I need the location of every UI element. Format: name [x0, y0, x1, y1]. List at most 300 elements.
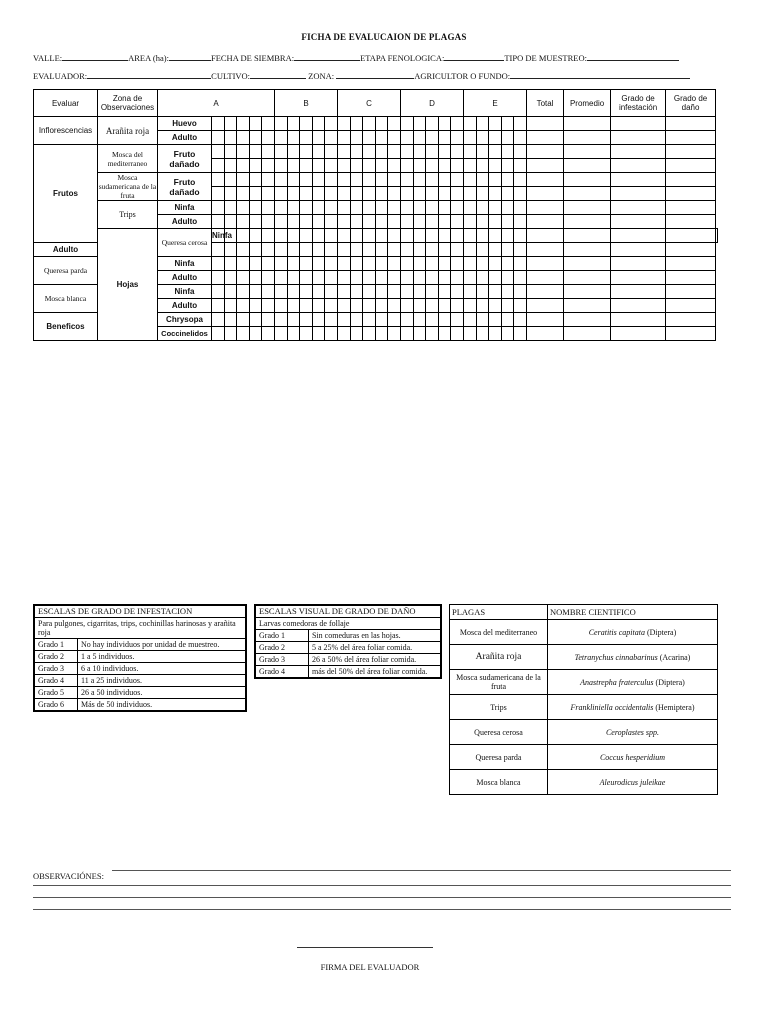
tally-cell[interactable] [476, 173, 489, 187]
tally-cell[interactable] [300, 215, 313, 229]
tally-cell[interactable] [262, 117, 275, 131]
result-cell[interactable] [611, 313, 666, 327]
tally-cell[interactable] [212, 299, 225, 313]
tally-cell[interactable] [262, 327, 275, 341]
tally-cell[interactable] [401, 173, 414, 187]
tally-cell[interactable] [363, 173, 376, 187]
tally-cell[interactable] [350, 271, 363, 285]
tally-cell[interactable] [325, 131, 338, 145]
result-cell[interactable] [564, 243, 611, 257]
tally-cell[interactable] [451, 257, 464, 271]
result-cell[interactable] [666, 131, 716, 145]
tally-cell[interactable] [212, 117, 225, 131]
tally-cell[interactable] [275, 327, 288, 341]
tally-cell[interactable] [312, 229, 325, 243]
tally-cell[interactable] [501, 327, 514, 341]
tally-cell[interactable] [375, 187, 388, 201]
tally-cell[interactable] [514, 131, 527, 145]
tally-cell[interactable] [401, 229, 414, 243]
tally-cell[interactable] [451, 271, 464, 285]
tally-cell[interactable] [388, 159, 401, 173]
tally-cell[interactable] [401, 257, 414, 271]
tally-cell[interactable] [501, 187, 514, 201]
tally-cell[interactable] [501, 313, 514, 327]
tally-cell[interactable] [262, 215, 275, 229]
tally-cell[interactable] [363, 215, 376, 229]
result-cell[interactable] [611, 229, 666, 243]
tally-cell[interactable] [363, 257, 376, 271]
tally-cell[interactable] [300, 159, 313, 173]
tally-cell[interactable] [312, 131, 325, 145]
tally-cell[interactable] [363, 313, 376, 327]
tally-cell[interactable] [338, 313, 351, 327]
result-cell[interactable] [666, 173, 716, 187]
tally-cell[interactable] [388, 131, 401, 145]
tally-cell[interactable] [287, 145, 300, 159]
result-cell[interactable] [564, 327, 611, 341]
tally-cell[interactable] [426, 159, 439, 173]
tally-cell[interactable] [476, 201, 489, 215]
tally-cell[interactable] [438, 131, 451, 145]
tally-cell[interactable] [476, 243, 489, 257]
tally-cell[interactable] [451, 243, 464, 257]
tally-cell[interactable] [476, 159, 489, 173]
tally-cell[interactable] [489, 229, 502, 243]
tally-cell[interactable] [287, 327, 300, 341]
tally-cell[interactable] [363, 159, 376, 173]
result-cell[interactable] [564, 215, 611, 229]
tally-cell[interactable] [464, 313, 477, 327]
tally-cell[interactable] [325, 229, 338, 243]
tally-cell[interactable] [212, 243, 225, 257]
tally-cell[interactable] [464, 257, 477, 271]
tally-cell[interactable] [212, 173, 225, 187]
tally-cell[interactable] [451, 131, 464, 145]
tally-cell[interactable] [212, 257, 225, 271]
tally-cell[interactable] [489, 327, 502, 341]
tally-cell[interactable] [501, 285, 514, 299]
tally-cell[interactable] [413, 313, 426, 327]
area-field[interactable] [169, 52, 211, 61]
tally-cell[interactable] [212, 145, 225, 159]
tally-cell[interactable] [300, 285, 313, 299]
result-cell[interactable] [611, 131, 666, 145]
tally-cell[interactable] [426, 299, 439, 313]
result-cell[interactable] [666, 187, 716, 201]
tally-cell[interactable] [413, 257, 426, 271]
result-cell[interactable] [611, 159, 666, 173]
tally-cell[interactable] [363, 229, 376, 243]
tally-cell[interactable] [451, 299, 464, 313]
tally-cell[interactable] [338, 299, 351, 313]
tally-cell[interactable] [262, 257, 275, 271]
tally-cell[interactable] [350, 257, 363, 271]
tally-cell[interactable] [350, 145, 363, 159]
tally-cell[interactable] [287, 271, 300, 285]
tally-cell[interactable] [224, 257, 237, 271]
tally-cell[interactable] [300, 271, 313, 285]
tally-cell[interactable] [350, 299, 363, 313]
tally-cell[interactable] [312, 299, 325, 313]
tally-cell[interactable] [300, 187, 313, 201]
tally-cell[interactable] [388, 285, 401, 299]
tally-cell[interactable] [489, 313, 502, 327]
signature-line[interactable] [297, 947, 433, 948]
result-cell[interactable] [527, 271, 564, 285]
tally-cell[interactable] [363, 187, 376, 201]
tally-cell[interactable] [212, 271, 225, 285]
result-cell[interactable] [527, 313, 564, 327]
result-cell[interactable] [666, 327, 716, 341]
tally-cell[interactable] [275, 257, 288, 271]
result-cell[interactable] [564, 257, 611, 271]
tally-cell[interactable] [426, 313, 439, 327]
tally-cell[interactable] [338, 285, 351, 299]
tally-cell[interactable] [287, 285, 300, 299]
tally-cell[interactable] [514, 229, 527, 243]
tally-cell[interactable] [224, 187, 237, 201]
result-cell[interactable] [527, 187, 564, 201]
tally-cell[interactable] [338, 215, 351, 229]
result-cell[interactable] [564, 187, 611, 201]
tally-cell[interactable] [451, 327, 464, 341]
tally-cell[interactable] [300, 201, 313, 215]
tally-cell[interactable] [514, 145, 527, 159]
result-cell[interactable] [564, 173, 611, 187]
tally-cell[interactable] [514, 117, 527, 131]
tally-cell[interactable] [275, 173, 288, 187]
tally-cell[interactable] [514, 285, 527, 299]
result-cell[interactable] [611, 145, 666, 159]
tally-cell[interactable] [501, 215, 514, 229]
result-cell[interactable] [564, 313, 611, 327]
tally-cell[interactable] [300, 173, 313, 187]
tally-cell[interactable] [300, 243, 313, 257]
tally-cell[interactable] [237, 271, 250, 285]
tally-cell[interactable] [501, 117, 514, 131]
tally-cell[interactable] [262, 187, 275, 201]
tally-cell[interactable] [451, 313, 464, 327]
tally-cell[interactable] [489, 271, 502, 285]
result-cell[interactable] [666, 201, 716, 215]
tally-cell[interactable] [501, 201, 514, 215]
tally-cell[interactable] [300, 145, 313, 159]
tally-cell[interactable] [212, 187, 225, 201]
tally-cell[interactable] [312, 117, 325, 131]
result-cell[interactable] [611, 271, 666, 285]
tally-cell[interactable] [426, 131, 439, 145]
tally-cell[interactable] [312, 285, 325, 299]
tally-cell[interactable] [401, 145, 414, 159]
tally-cell[interactable] [237, 201, 250, 215]
tally-cell[interactable] [312, 257, 325, 271]
tally-cell[interactable] [312, 313, 325, 327]
tally-cell[interactable] [325, 313, 338, 327]
tally-cell[interactable] [451, 145, 464, 159]
tally-cell[interactable] [489, 243, 502, 257]
tally-cell[interactable] [275, 271, 288, 285]
tally-cell[interactable] [262, 229, 275, 243]
tally-cell[interactable] [338, 159, 351, 173]
tally-cell[interactable] [312, 173, 325, 187]
tally-cell[interactable] [275, 243, 288, 257]
result-cell[interactable] [527, 299, 564, 313]
tally-cell[interactable] [375, 313, 388, 327]
tally-cell[interactable] [501, 131, 514, 145]
tally-cell[interactable] [300, 257, 313, 271]
result-cell[interactable] [666, 313, 716, 327]
result-cell[interactable] [611, 257, 666, 271]
tally-cell[interactable] [501, 173, 514, 187]
tally-cell[interactable] [350, 313, 363, 327]
tally-cell[interactable] [451, 173, 464, 187]
tally-cell[interactable] [464, 271, 477, 285]
tally-cell[interactable] [375, 299, 388, 313]
tally-cell[interactable] [338, 173, 351, 187]
tally-cell[interactable] [262, 159, 275, 173]
tally-cell[interactable] [476, 131, 489, 145]
tally-cell[interactable] [438, 243, 451, 257]
tally-cell[interactable] [401, 285, 414, 299]
tally-cell[interactable] [489, 117, 502, 131]
tally-cell[interactable] [350, 173, 363, 187]
tally-cell[interactable] [287, 173, 300, 187]
tally-cell[interactable] [413, 131, 426, 145]
tally-cell[interactable] [388, 299, 401, 313]
tally-cell[interactable] [325, 327, 338, 341]
tally-cell[interactable] [300, 131, 313, 145]
tally-cell[interactable] [325, 243, 338, 257]
tally-cell[interactable] [338, 243, 351, 257]
tally-cell[interactable] [375, 131, 388, 145]
tally-cell[interactable] [224, 327, 237, 341]
tally-cell[interactable] [401, 299, 414, 313]
tally-cell[interactable] [464, 159, 477, 173]
tally-cell[interactable] [501, 159, 514, 173]
tally-cell[interactable] [514, 159, 527, 173]
tally-cell[interactable] [375, 243, 388, 257]
tally-cell[interactable] [413, 215, 426, 229]
cultivo-field[interactable] [250, 70, 306, 79]
result-cell[interactable] [564, 229, 611, 243]
tally-cell[interactable] [401, 215, 414, 229]
tally-cell[interactable] [275, 285, 288, 299]
tally-cell[interactable] [224, 215, 237, 229]
tally-cell[interactable] [464, 229, 477, 243]
tally-cell[interactable] [287, 243, 300, 257]
tally-cell[interactable] [388, 271, 401, 285]
tally-cell[interactable] [338, 327, 351, 341]
tally-cell[interactable] [287, 187, 300, 201]
result-cell[interactable] [564, 285, 611, 299]
tally-cell[interactable] [401, 159, 414, 173]
tally-cell[interactable] [350, 201, 363, 215]
tally-cell[interactable] [375, 285, 388, 299]
result-cell[interactable] [564, 201, 611, 215]
tally-cell[interactable] [300, 327, 313, 341]
observaciones-line[interactable] [33, 885, 731, 886]
tally-cell[interactable] [527, 229, 564, 243]
tally-cell[interactable] [426, 257, 439, 271]
tally-cell[interactable] [476, 299, 489, 313]
tally-cell[interactable] [464, 145, 477, 159]
tally-cell[interactable] [249, 243, 262, 257]
tally-cell[interactable] [262, 201, 275, 215]
tally-cell[interactable] [451, 215, 464, 229]
tally-cell[interactable] [249, 201, 262, 215]
tally-cell[interactable] [237, 285, 250, 299]
tally-cell[interactable] [224, 159, 237, 173]
tally-cell[interactable] [413, 285, 426, 299]
tally-cell[interactable] [388, 117, 401, 131]
result-cell[interactable] [527, 215, 564, 229]
tally-cell[interactable] [501, 145, 514, 159]
tally-cell[interactable] [224, 145, 237, 159]
tally-cell[interactable] [375, 117, 388, 131]
tally-cell[interactable] [388, 257, 401, 271]
tally-cell[interactable] [312, 215, 325, 229]
tally-cell[interactable] [375, 215, 388, 229]
tally-cell[interactable] [212, 159, 225, 173]
tally-cell[interactable] [464, 327, 477, 341]
tally-cell[interactable] [514, 299, 527, 313]
tally-cell[interactable] [363, 117, 376, 131]
tally-cell[interactable] [514, 201, 527, 215]
observaciones-line[interactable] [112, 870, 731, 871]
tally-cell[interactable] [363, 131, 376, 145]
result-cell[interactable] [611, 173, 666, 187]
tally-cell[interactable] [476, 313, 489, 327]
tally-cell[interactable] [363, 201, 376, 215]
tally-cell[interactable] [275, 201, 288, 215]
tally-cell[interactable] [438, 159, 451, 173]
tally-cell[interactable] [451, 117, 464, 131]
tally-cell[interactable] [514, 243, 527, 257]
tally-cell[interactable] [476, 145, 489, 159]
tally-cell[interactable] [350, 117, 363, 131]
result-cell[interactable] [564, 145, 611, 159]
tally-cell[interactable] [325, 187, 338, 201]
tally-cell[interactable] [426, 117, 439, 131]
result-cell[interactable] [611, 187, 666, 201]
result-cell[interactable] [564, 131, 611, 145]
tally-cell[interactable] [325, 117, 338, 131]
tally-cell[interactable] [275, 229, 288, 243]
tally-cell[interactable] [514, 313, 527, 327]
tally-cell[interactable] [438, 201, 451, 215]
tally-cell[interactable] [224, 243, 237, 257]
tally-cell[interactable] [413, 271, 426, 285]
tally-cell[interactable] [413, 187, 426, 201]
tally-cell[interactable] [237, 117, 250, 131]
tally-cell[interactable] [237, 159, 250, 173]
tally-cell[interactable] [514, 257, 527, 271]
result-cell[interactable] [527, 131, 564, 145]
tally-cell[interactable] [325, 159, 338, 173]
tally-cell[interactable] [514, 187, 527, 201]
tally-cell[interactable] [287, 201, 300, 215]
tally-cell[interactable] [224, 271, 237, 285]
tally-cell[interactable] [312, 327, 325, 341]
tally-cell[interactable] [237, 215, 250, 229]
tally-cell[interactable] [426, 285, 439, 299]
tally-cell[interactable] [224, 173, 237, 187]
tally-cell[interactable] [325, 215, 338, 229]
tally-cell[interactable] [312, 271, 325, 285]
tally-cell[interactable] [464, 201, 477, 215]
tally-cell[interactable] [375, 271, 388, 285]
tally-cell[interactable] [237, 327, 250, 341]
tally-cell[interactable] [501, 271, 514, 285]
tally-cell[interactable] [438, 313, 451, 327]
tally-cell[interactable] [413, 145, 426, 159]
result-cell[interactable] [527, 327, 564, 341]
tally-cell[interactable] [476, 215, 489, 229]
tally-cell[interactable] [249, 145, 262, 159]
tally-cell[interactable] [363, 327, 376, 341]
tally-cell[interactable] [212, 313, 225, 327]
tally-cell[interactable] [212, 285, 225, 299]
tally-cell[interactable] [287, 229, 300, 243]
tally-cell[interactable] [501, 229, 514, 243]
tally-cell[interactable] [287, 313, 300, 327]
tally-cell[interactable] [312, 159, 325, 173]
tally-cell[interactable] [413, 117, 426, 131]
observaciones-line[interactable] [33, 909, 731, 910]
tally-cell[interactable] [338, 257, 351, 271]
tally-cell[interactable] [476, 327, 489, 341]
result-cell[interactable] [666, 145, 716, 159]
fecha-siembra-field[interactable] [294, 52, 360, 61]
tally-cell[interactable] [224, 201, 237, 215]
tally-cell[interactable] [438, 145, 451, 159]
tally-cell[interactable] [287, 131, 300, 145]
tally-cell[interactable] [388, 215, 401, 229]
result-cell[interactable] [666, 117, 716, 131]
tally-cell[interactable] [300, 299, 313, 313]
tally-cell[interactable] [388, 243, 401, 257]
tally-cell[interactable] [464, 117, 477, 131]
tally-cell[interactable] [476, 257, 489, 271]
tally-cell[interactable] [363, 243, 376, 257]
tally-cell[interactable] [489, 257, 502, 271]
tally-cell[interactable] [237, 299, 250, 313]
tally-cell[interactable] [413, 229, 426, 243]
tally-cell[interactable] [363, 271, 376, 285]
tally-cell[interactable] [438, 299, 451, 313]
result-cell[interactable] [666, 159, 716, 173]
tally-cell[interactable] [262, 243, 275, 257]
tally-cell[interactable] [501, 257, 514, 271]
tally-cell[interactable] [338, 187, 351, 201]
tally-cell[interactable] [237, 243, 250, 257]
tally-cell[interactable] [438, 117, 451, 131]
result-cell[interactable] [527, 243, 564, 257]
tally-cell[interactable] [212, 215, 225, 229]
result-cell[interactable] [666, 257, 716, 271]
tally-cell[interactable] [363, 145, 376, 159]
tally-cell[interactable] [375, 327, 388, 341]
tally-cell[interactable] [312, 243, 325, 257]
tally-cell[interactable] [438, 327, 451, 341]
tally-cell[interactable] [438, 229, 451, 243]
tally-cell[interactable] [489, 159, 502, 173]
tally-cell[interactable] [464, 215, 477, 229]
tally-cell[interactable] [325, 257, 338, 271]
tally-cell[interactable] [338, 117, 351, 131]
tally-cell[interactable] [338, 201, 351, 215]
tally-cell[interactable] [237, 145, 250, 159]
